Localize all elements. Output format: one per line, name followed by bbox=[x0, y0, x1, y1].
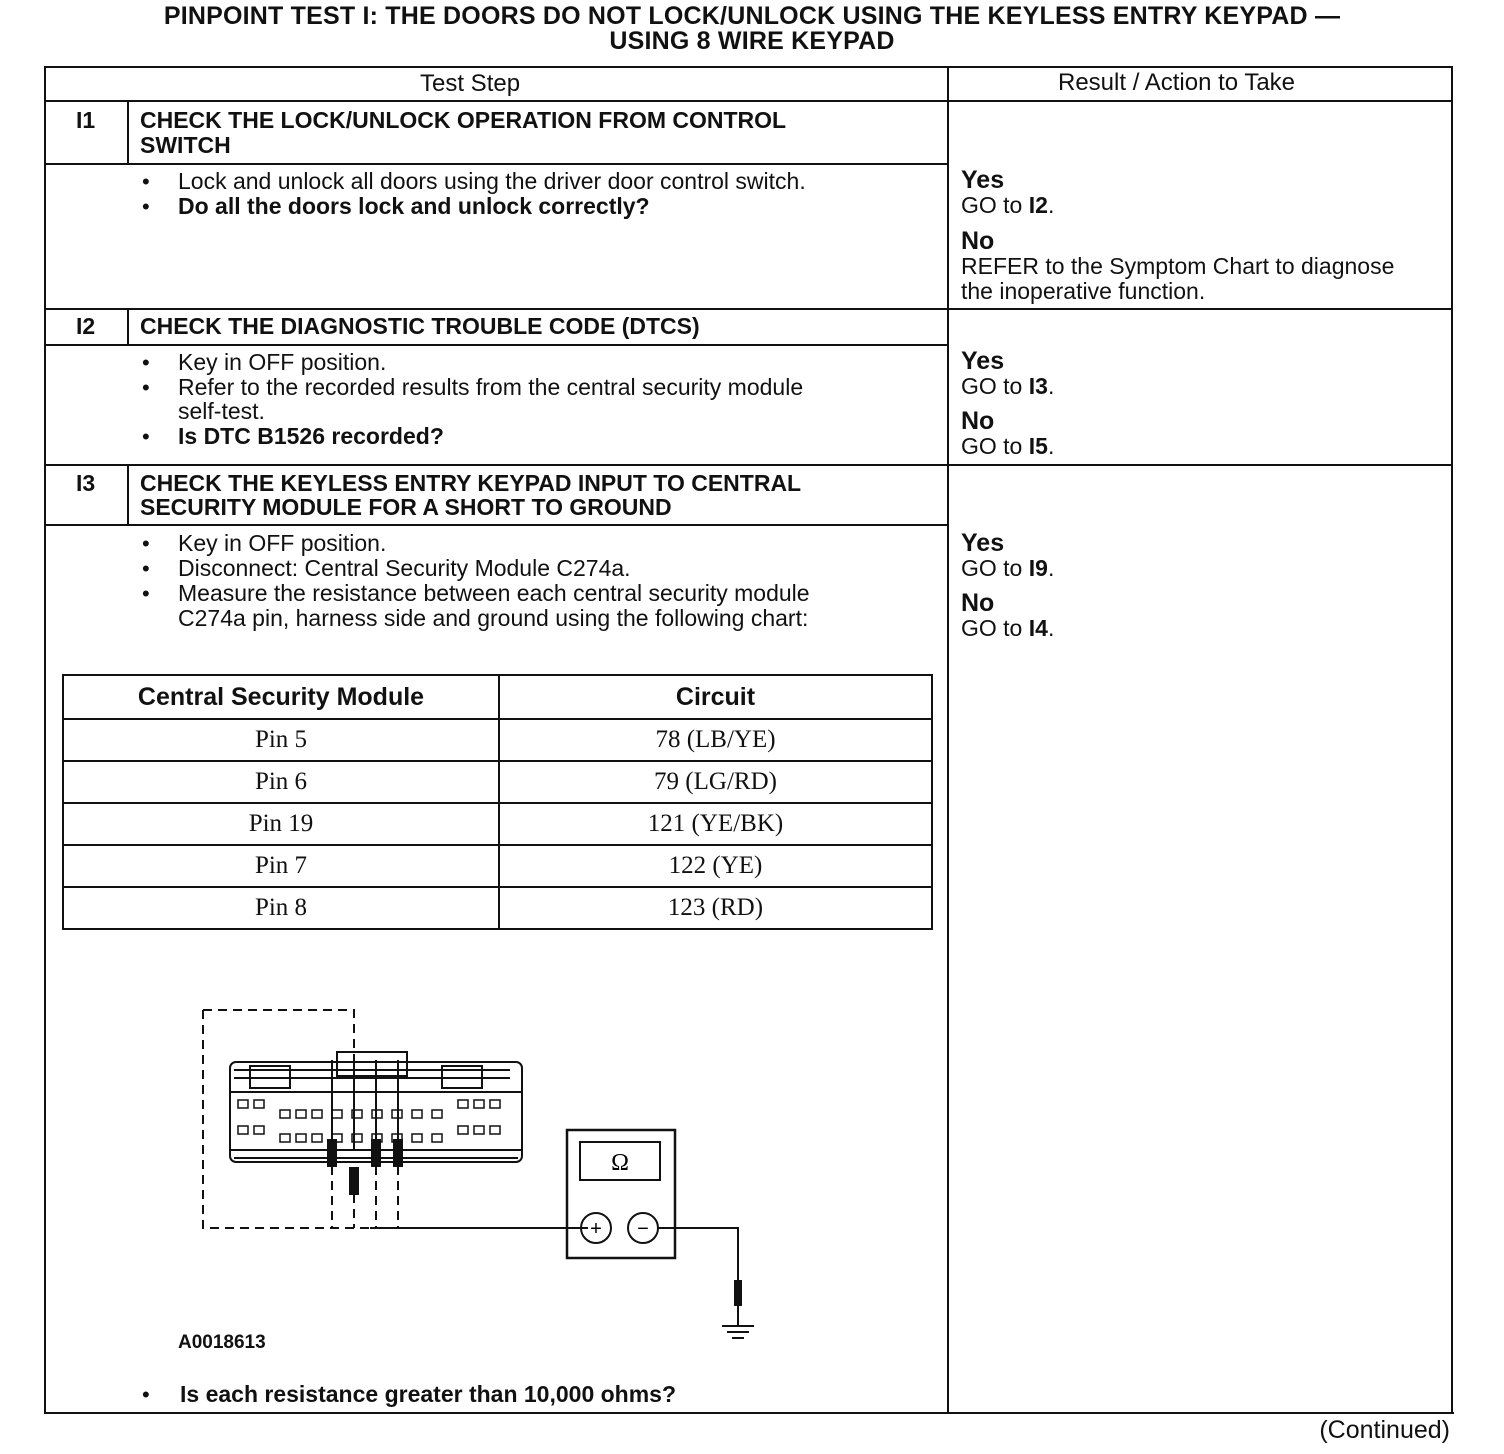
pin-cell: Pin 19 bbox=[63, 803, 499, 845]
i2-no-label: No bbox=[961, 407, 995, 435]
pin-cell: Pin 7 bbox=[63, 845, 499, 887]
i3-no-action: GO to I4. bbox=[961, 615, 1055, 641]
step-heading-i3-line1: CHECK THE KEYLESS ENTRY KEYPAD INPUT TO CENTRAL bbox=[140, 470, 802, 496]
circuit-cell: 121 (YE/BK) bbox=[499, 803, 932, 845]
step-heading-i3-line2: SECURITY MODULE FOR A SHORT TO GROUND bbox=[140, 494, 672, 520]
continued-note: (Continued) bbox=[1319, 1416, 1450, 1444]
step-id-i2: I2 bbox=[76, 313, 96, 339]
ground-symbol-icon bbox=[722, 1306, 754, 1338]
i1-no-line-2: the inoperative function. bbox=[961, 278, 1206, 304]
pin-table-header-row bbox=[63, 675, 932, 719]
title-line-1: PINPOINT TEST I: THE DOORS DO NOT LOCK/UNLOCK USING THE KEYLESS ENTRY KEYPAD — bbox=[163, 2, 1341, 30]
bullet-glyph: • bbox=[142, 1382, 150, 1407]
i2-bullet-2: Refer to the recorded results from the central security module bbox=[178, 374, 804, 400]
table-row bbox=[63, 845, 932, 887]
step-heading-i1-line1: CHECK THE LOCK/UNLOCK OPERATION FROM CONTROL bbox=[140, 107, 787, 133]
table-row bbox=[63, 719, 932, 761]
i1-yes-label: Yes bbox=[961, 166, 1005, 194]
i3-final-question: Is each resistance greater than 10,000 ohms? bbox=[180, 1381, 677, 1407]
pin-circuit-table bbox=[62, 674, 933, 930]
i2-bullet-1: Key in OFF position. bbox=[178, 349, 387, 375]
connector-ohmmeter-diagram bbox=[190, 1000, 790, 1350]
i1-yes-action: GO to I2. bbox=[961, 192, 1055, 218]
circuit-cell: 122 (YE) bbox=[499, 845, 932, 887]
pin-table-header-circuit: Circuit bbox=[499, 675, 932, 719]
i3-no-target: I4 bbox=[1028, 615, 1048, 641]
i2-no-target: I5 bbox=[1028, 433, 1048, 459]
step-id-i1: I1 bbox=[76, 107, 96, 133]
header-test-step: Test Step bbox=[420, 70, 521, 97]
i3-no-label: No bbox=[961, 589, 995, 617]
page-title bbox=[0, 4, 1504, 54]
ohm-symbol-icon: Ω bbox=[611, 1150, 629, 1176]
i3-yes-label: Yes bbox=[961, 529, 1005, 557]
i3-bullet-1: Key in OFF position. bbox=[178, 530, 387, 556]
connector-pin-cavities bbox=[238, 1100, 500, 1142]
i2-bullet-3: Is DTC B1526 recorded? bbox=[178, 423, 444, 449]
step-heading-i1-line2: SWITCH bbox=[140, 132, 231, 158]
table-row bbox=[63, 887, 932, 929]
i1-no-label: No bbox=[961, 227, 995, 255]
bullet-glyph: • bbox=[142, 350, 150, 375]
bullet-glyph: • bbox=[142, 556, 150, 581]
title-line-2: USING 8 WIRE KEYPAD bbox=[609, 27, 895, 55]
i3-yes-action: GO to I9. bbox=[961, 555, 1055, 581]
i3-bullet-3: Measure the resistance between each central security module bbox=[178, 580, 810, 606]
step-id-i3: I3 bbox=[76, 470, 96, 496]
i2-yes-label: Yes bbox=[961, 347, 1005, 375]
plus-sign: + bbox=[590, 1218, 602, 1240]
i2-yes-target: I3 bbox=[1028, 373, 1048, 399]
header-result: Result / Action to Take bbox=[1058, 69, 1296, 96]
figure-caption: A0018613 bbox=[178, 1332, 266, 1353]
i3-bullet-2: Disconnect: Central Security Module C274a. bbox=[178, 555, 631, 581]
i3-yes-target: I9 bbox=[1028, 555, 1048, 581]
bullet-glyph: • bbox=[142, 581, 150, 606]
bullet-glyph: • bbox=[142, 194, 150, 219]
i1-no-line-1: REFER to the Symptom Chart to diagnose bbox=[961, 253, 1395, 279]
i1-yes-target: I2 bbox=[1028, 192, 1048, 218]
circuit-cell: 78 (LB/YE) bbox=[499, 719, 932, 761]
minus-sign: − bbox=[637, 1218, 649, 1240]
table-row bbox=[63, 761, 932, 803]
pin-cell: Pin 5 bbox=[63, 719, 499, 761]
test-probes bbox=[328, 1060, 402, 1194]
circuit-cell: 79 (LG/RD) bbox=[499, 761, 932, 803]
i1-bullet-2: Do all the doors lock and unlock correctly? bbox=[178, 193, 650, 219]
bullet-glyph: • bbox=[142, 531, 150, 556]
i2-yes-action: GO to I3. bbox=[961, 373, 1055, 399]
bullet-glyph: • bbox=[142, 169, 150, 194]
i2-bullet-2-cont: self-test. bbox=[178, 398, 265, 424]
circuit-cell: 123 (RD) bbox=[499, 887, 932, 929]
i3-bullet-3-cont: C274a pin, harness side and ground using the following chart: bbox=[178, 605, 809, 631]
table-row bbox=[63, 803, 932, 845]
pin-cell: Pin 8 bbox=[63, 887, 499, 929]
module-outline bbox=[203, 1010, 370, 1228]
bullet-glyph: • bbox=[142, 424, 150, 449]
i2-no-action: GO to I5. bbox=[961, 433, 1055, 459]
i1-bullet-1: Lock and unlock all doors using the driver door control switch. bbox=[178, 168, 806, 194]
pin-cell: Pin 6 bbox=[63, 761, 499, 803]
pin-table-header-module: Central Security Module bbox=[63, 675, 499, 719]
step-heading-i2: CHECK THE DIAGNOSTIC TROUBLE CODE (DTCS) bbox=[140, 313, 700, 339]
bullet-glyph: • bbox=[142, 375, 150, 400]
